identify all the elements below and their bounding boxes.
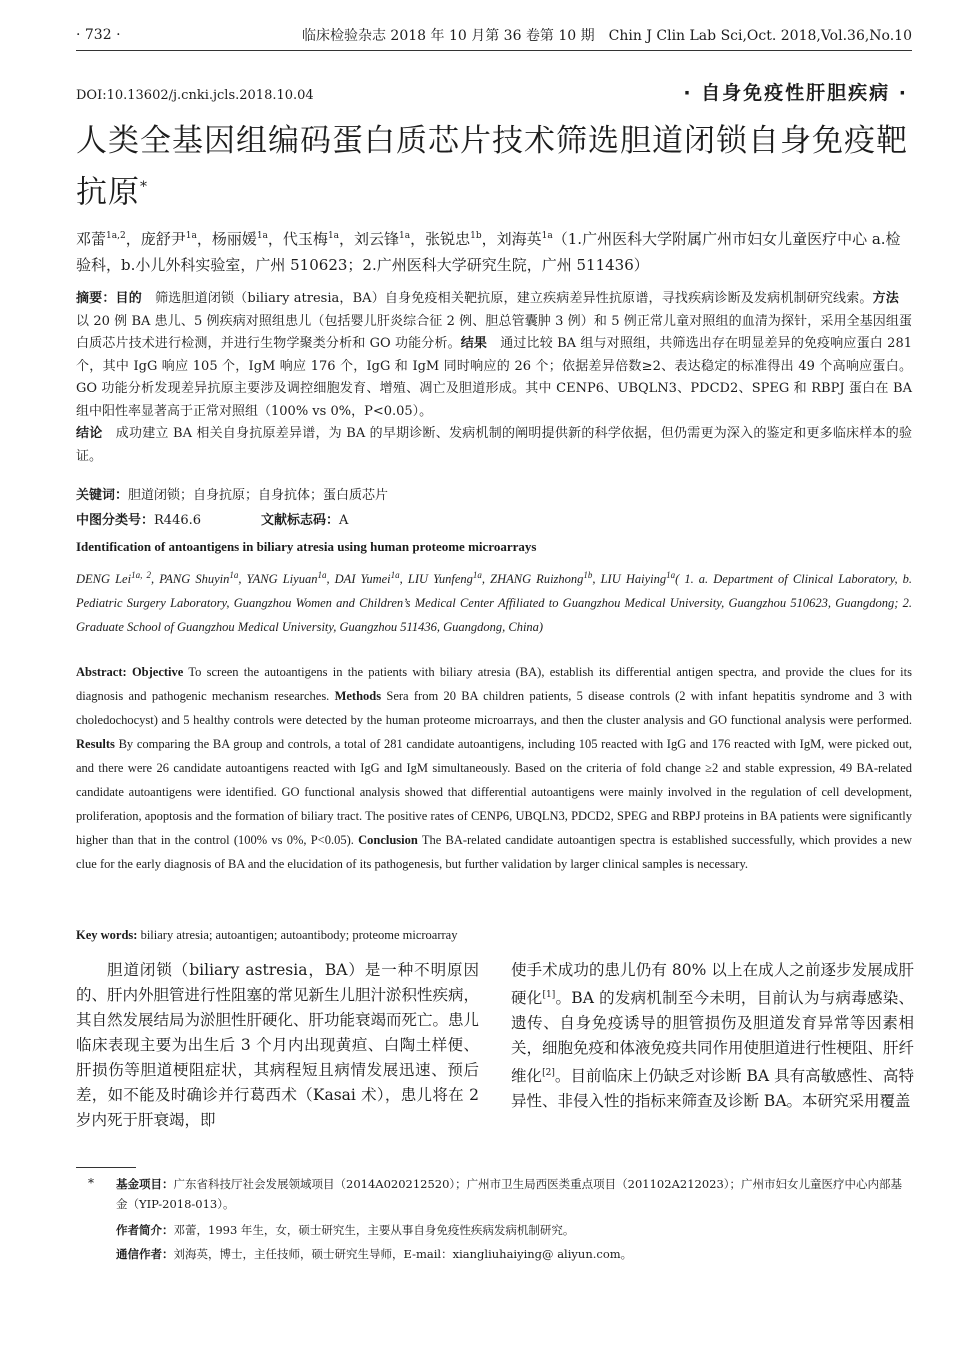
en-author-sup: 1a	[390, 570, 400, 580]
author-sup: 1a,2	[106, 231, 126, 241]
header-rule	[76, 50, 912, 51]
en-author-name: , LIU Haiying	[592, 572, 667, 587]
author-name: ，刘云锋	[339, 230, 400, 248]
conclusion-text: 成功建立 BA 相关自身抗原差异谱，为 BA 的早期诊断、发病机制的阐明提供新的科学依据，但仍需更为深入的鉴定和更多临床样本的验证。	[76, 426, 912, 464]
objective-label: 目的	[115, 291, 142, 306]
article-title	[76, 118, 926, 215]
author-intro-text: 邓蕾，1993 年生，女，硕士研究生，主要从事自身免疫性疾病发病机制研究。	[173, 1223, 575, 1237]
fund-text: 广东省科技厅社会发展领域项目（2014A020212520）；广州市卫生局西医类重点项目（201102A212023）；广州市妇女儿童医疗中心内部基金（YIP-2018-013）。	[116, 1177, 903, 1211]
body-column-left: 胆道闭锁（biliary astresia，BA）是一种不明原因的、肝内外胆管进行性阻塞的常见新生儿胆汁淤积性疾病，其自然发展结局为淤胆性肝硬化、肝功能衰竭而死亡。患儿临床表现主要为出生后 3 个月内出现黄疸、白陶土样便、肝损伤等胆道梗阻症状，其病程短且病情发展迅速、预后差，如不能及时确诊并行葛西术（Kasai 术），患儿将在 2 岁内死于肝衰竭，即	[76, 961, 480, 1129]
footnote-rule	[76, 1167, 136, 1168]
en-author-name: , LIU Yunfeng	[399, 572, 473, 587]
cn-keywords	[76, 484, 912, 503]
methods-label: 方法	[872, 291, 899, 306]
en-author-sup: 1a	[666, 570, 676, 580]
en-conclusion-text: The BA-related candidate autoantigen spectra is established successfully, which provides a new clue for the early diagnosis of BA and the elucidation of its pathogenesis, but further validation by larger clinical samples is necessary.	[76, 833, 912, 871]
author-intro-label: 作者简介：	[116, 1223, 174, 1237]
fund-label: 基金项目：	[116, 1177, 174, 1191]
footnote-author	[116, 1220, 912, 1240]
class-value: R446.6	[154, 513, 202, 528]
journal-citation: 临床检验杂志 2018 年 10 月第 36 卷第 10 期 Chin J Clin Lab Sci,Oct. 2018,Vol.36,No.10	[301, 28, 912, 44]
corr-label: 通信作者：	[116, 1247, 174, 1261]
column-tag: · 自身免疫性肝胆疾病 ·	[683, 82, 908, 104]
en-author-name: DENG Lei	[76, 572, 132, 587]
en-author-name: , DAI Yumei	[326, 572, 391, 587]
en-methods-text: Sera from 20 BA children patients, 5 disease controls (2 with infant hepatitis syndrome and 3 with choledochocyst) and 5 healthy controls were detected by the human proteome microarrays, and then the cluster analysis and GO functional analysis were performed.	[76, 689, 912, 727]
cn-classification	[76, 509, 912, 528]
en-abstract	[76, 660, 912, 876]
body-text: 。BA 的发病机制至今未明，目前认为与病毒感染、遗传、自身免疫诱导的胆管损伤及胆道发育异常等因素相关，细胞免疫和体液免疫共同作用使胆道进行性梗阻、肝纤维化	[511, 989, 915, 1086]
en-objective-label: Objective	[131, 665, 184, 679]
objective-text: 筛选胆道闭锁（biliary atresia，BA）自身免疫相关靶抗原，建立疾病差异性抗原谱，寻找疾病诊断及发病机制研究线索。	[141, 291, 873, 306]
en-author-name: , ZHANG Ruizhong	[481, 572, 584, 587]
author-sup: 1a	[256, 231, 268, 241]
en-author-affiliation: ( 1. a. Department of Clinical Laboratory, b. Pediatric Surgery Laboratory, Guangzhou Women and Children’s Medical Center Affiliated to Guangzhou Medical University, Guangzhou 510623, Guangdong; 2. Graduate School of Guangzhou Medical University, Guangzhou 511436, Guangdong, China)	[76, 572, 913, 635]
author-name: ，刘海英	[481, 230, 542, 248]
en-results-text: By comparing the BA group and controls, a total of 281 candidate autoantigens, including 105 reacted with IgG and 176 reacted with IgM, were picked out, and there were 26 candidate autoantigens reacted with IgG and IgM simultaneously. Based on the criteria of fold change ≥2 and stable expression, 49 BA-related candidate autoantigens were identified. GO functional analysis showed that differential autoantigens were mainly involved in the regulation of cell development, proliferation, apoptosis and the formation of biliary tract. The positive rates of CENP6, UBQLN3, PDCD2, SPEG and RBPJ proteins in BA patients were significantly higher than that in the control (100% vs 0%, P<0.05).	[76, 737, 912, 847]
author-name: ，张锐忠	[410, 230, 471, 248]
en-objective-text: To screen the autoantigens in the patients with biliary atresia (BA), establish its differential antigen spectra, and provide the clues for its diagnosis and pathogenic mechanism researches.	[76, 665, 912, 703]
doi: DOI:10.13602/j.cnki.jcls.2018.10.04	[76, 88, 314, 103]
en-author-name: , PANG Shuyin	[151, 572, 230, 587]
en-abstract-label: Abstract:	[76, 665, 127, 679]
en-author-sup: 1b	[583, 570, 593, 580]
en-author-sup: 1a	[229, 570, 239, 580]
running-header	[76, 22, 912, 48]
author-sup: 1a	[399, 231, 411, 241]
keywords-value: 胆道闭锁；自身抗原；自身抗体；蛋白质芯片	[128, 488, 389, 503]
doc-code-label: 文献标志码：	[261, 513, 340, 528]
en-keywords-label: Key words:	[76, 928, 138, 942]
author-name: 邓蕾	[76, 230, 107, 248]
author-affiliation: （1.广州医科大学附属广州市妇女儿童医疗中心 a.检验科，b.小儿外科实验室，广州 510623；2.广州医科大学研究生院，广州 511436）	[76, 230, 901, 274]
title-text: 人类全基因组编码蛋白质芯片技术筛选胆道闭锁自身免疫靶抗原	[76, 123, 908, 211]
en-title: Identification of antoantigens in biliary atresia using human proteome microarrays	[76, 539, 537, 554]
class-label: 中图分类号：	[76, 513, 155, 528]
page-number: · 732 ·	[76, 27, 121, 43]
cn-abstract	[76, 288, 912, 468]
author-block	[76, 223, 912, 278]
en-keywords	[76, 928, 912, 943]
author-name: ，庞舒尹	[125, 230, 186, 248]
doc-code-value: A	[339, 513, 349, 528]
footnote-star: *	[88, 1176, 94, 1190]
abstract-label: 摘要：	[76, 291, 116, 306]
methods-text: 以 20 例 BA 患儿、5 例疾病对照组患儿（包括婴儿肝炎综合征 2 例、胆总管囊肿 3 例）和 5 例正常儿童对照组的血清为探针，采用全基因组蛋白质芯片技术进行检测，并进行生物学聚类分析和 GO 功能分析。	[76, 291, 912, 351]
reference-mark: [1]	[542, 990, 556, 1000]
keywords-label: 关键词：	[76, 488, 129, 503]
author-sup: 1a	[541, 231, 553, 241]
en-author-sup: 1a, 2	[131, 570, 152, 580]
corr-text: 刘海英，博士，主任技师，硕士研究生导师，E-mail：xiangliuhaiying@ aliyun.com。	[173, 1247, 633, 1261]
en-results-label: Results	[76, 737, 115, 751]
conclusion-label: 结论	[76, 426, 103, 441]
body-text: 。目前临床上仍缺乏对诊断 BA 具有高敏感性、高特异性、非侵入性的指标来筛查及诊断 BA。本研究采用覆盖	[511, 1067, 914, 1111]
footnote-correspondence	[116, 1244, 912, 1264]
en-conclusion-label: Conclusion	[358, 833, 418, 847]
en-author-sup: 1a	[317, 570, 327, 580]
body-text: 使手术成功的患儿仍有 80% 以上在成人之前逐步发展成肝硬化	[511, 961, 914, 1008]
en-author-block	[76, 563, 912, 639]
author-sup: 1b	[470, 231, 482, 241]
title-footnote-mark: *	[140, 179, 148, 195]
en-keywords-value: biliary atresia; autoantigen; autoantibody; proteome microarray	[137, 928, 458, 942]
author-name: ，杨丽媛	[196, 230, 257, 248]
body-column-right	[511, 958, 914, 1114]
author-sup: 1a	[185, 231, 197, 241]
results-text: 通过比较 BA 组与对照组，共筛选出存在明显差异的免疫响应蛋白 281 个，其中 IgG 响应 105 个，IgM 响应 176 个，IgG 和 IgM 同时响应的 26 个；依据差异倍数≥2、表达稳定的标准得出 49 个高响应蛋白。GO 功能分析发现差异抗原主要涉及调控细胞发育、增殖、凋亡及胆道形成。其中 CENP6、UBQLN3、PDCD2、SPEG 和 RBPJ 蛋白在 BA 组中阳性率显著高于正常对照组（100% vs 0%，P<0.05）。	[76, 336, 912, 419]
author-name: ，代玉梅	[267, 230, 328, 248]
en-methods-label: Methods	[334, 689, 382, 703]
footnote-fund	[116, 1174, 912, 1214]
en-author-name: , YANG Liyuan	[238, 572, 318, 587]
en-author-sup: 1a	[472, 570, 482, 580]
reference-mark: [2]	[542, 1068, 555, 1079]
author-sup: 1a	[327, 231, 340, 241]
results-label: 结果	[460, 336, 488, 351]
